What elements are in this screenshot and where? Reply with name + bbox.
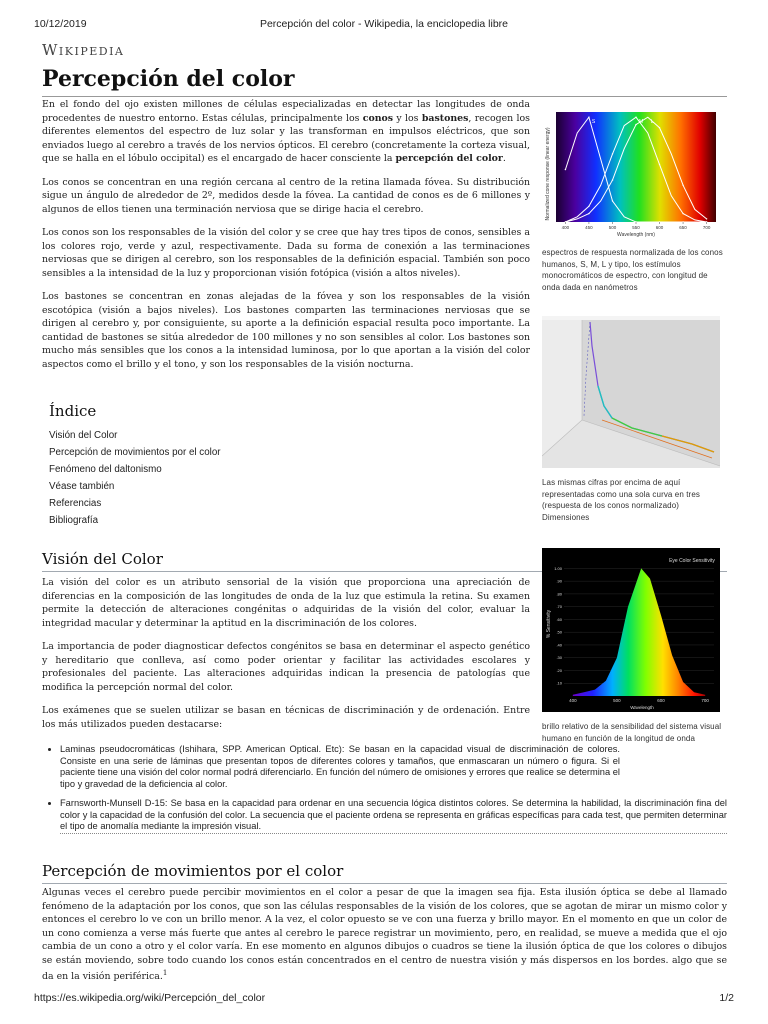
- link-bastones[interactable]: bastones: [421, 112, 469, 124]
- fig1-ylabel: Normalized cone response (linear energy): [545, 127, 551, 221]
- intro-paragraph-3: Los conos son los responsables de la visión del color y se cree que hay tres tipos de conos, sensibles a los colores rojo, verde y azul, respectivamente. Dada su forma de conexión a las terminaciones nerviosas que se dirigen al cerebro, son los responsables de la definición espacial. También son poco sensibles a la intensidad de la luz y proporcionan visión fotópica (visión a altos niveles).: [42, 227, 530, 279]
- tick-label: 600: [657, 698, 665, 703]
- toc-item[interactable]: Referencias: [49, 498, 102, 509]
- tick-label: .50: [556, 629, 562, 635]
- tick-label: 450: [585, 225, 593, 230]
- data-point: [588, 117, 589, 118]
- link-conos[interactable]: conos: [362, 112, 394, 124]
- intro-section: [42, 98, 530, 381]
- tick-label: 1.00: [554, 565, 562, 571]
- section1-paragraph-1: La visión del color es un atributo sensorial de la visión que proporciona una apreciación de diferencias en la composición de las longitudes de onda de la luz que estimula la retina. Su examen permite la detección de alteraciones congénitas o adquiridas de la visión del color, evaluar la integridad macular y determinar la aptitud en la discriminación de los colores.: [42, 577, 530, 629]
- data-point: [588, 206, 589, 207]
- figure-caption: brillo relativo de la sensibilidad del sistema visual humano en función de la longitud de onda: [542, 722, 722, 743]
- print-title: Percepción del color - Wikipedia, la enciclopedia libre: [259, 18, 509, 30]
- curve-label: M: [639, 119, 644, 126]
- tick-label: 700: [701, 698, 709, 703]
- tick-label: 600: [655, 225, 664, 230]
- cone-response-chart[interactable]: [542, 104, 720, 238]
- section2-paragraph-1: [42, 886, 727, 984]
- intro-paragraph-4: Los bastones se concentran en zonas alejadas de la fóvea y son los responsables de la visión escotópica (visión a bajos niveles). Los bastones comparten las terminaciones nerviosas que se dirigen al cerebro y, por consiguiente, su aporte a la definición espacial resulta poco importante. La cantidad de bastones se sitúa alrededor de 100 millones y no son sensibles al color. Los bastones son mucho más sensibles que los conos a la intensidad luminosa, por lo que aportan a la visión del color aspectos como el brillo y el tono, y son los responsables de la visión nocturna.: [42, 291, 530, 370]
- tick-label: 400: [561, 225, 570, 230]
- section1-paragraph-2: La importancia de poder diagnosticar defectos congénitos se basa en determinar el aspecto genético y hereditario que conlleva, así como poder orientar y facilitar las actividades escolares y profesionales del paciente. Las alteraciones adquiridas indican la presencia de patologías que modifica la percepción normal del color.: [42, 641, 530, 693]
- page-title: Percepción del color: [42, 66, 727, 97]
- toc-item[interactable]: Fenómeno del daltonismo: [49, 464, 162, 475]
- toc-item[interactable]: Visión del Color: [49, 430, 118, 441]
- toc-title: Índice: [49, 402, 97, 420]
- data-point: [659, 127, 660, 128]
- section-heading-vision-color: Visión del Color: [42, 550, 727, 572]
- toc-item[interactable]: Véase también: [49, 481, 115, 492]
- figure-cone-response: [542, 104, 727, 293]
- tick-label: .90: [556, 578, 562, 584]
- data-point: [588, 213, 589, 214]
- tick-label: .60: [556, 616, 562, 622]
- intro-text: En el fondo del ojo existen millones de células especializadas en detectar las longitudes de onda procedentes de nuestro entorno. Estas células, principalmente los: [42, 99, 530, 124]
- toc-item[interactable]: Bibliografía: [49, 515, 99, 526]
- figure-3d-response: [542, 316, 727, 523]
- intro-text: .: [502, 153, 506, 164]
- exam-list: [42, 744, 727, 842]
- data-point: [706, 218, 707, 219]
- fig3-ylabel: % Sensitivity: [546, 609, 552, 639]
- tick-label: 400: [569, 698, 577, 703]
- bold-percepcion: percepción del color: [395, 153, 503, 164]
- data-point: [612, 153, 613, 154]
- tick-label: 700: [702, 225, 711, 230]
- figure-caption: espectros de respuesta normalizada de los conos humanos, S, M, L y tipo, los estímulos monocromáticos de espectro, con longitud de onda dada en nanómetros: [542, 248, 723, 292]
- table-of-contents: [42, 402, 530, 531]
- data-point: [682, 185, 683, 186]
- list-item-laminas: • Laminas pseudocromáticas (Ishihara, SPP. American Optical. Etc): Se basan en la capacidad visual de discriminación de colores. Consiste en una serie de láminas que presentan topos de diferentes colores y tamaños, que enmascaran un número o figura. Si el paciente tiene una visión del color normal podrá diferenciarlo. En función del número de omisiones y errores que realice se determina el tipo y gravedad de la deficiencia al color.: [60, 744, 620, 790]
- reference-link[interactable]: 1: [162, 969, 168, 977]
- section-movimientos-text: [42, 886, 727, 994]
- print-header: [34, 18, 734, 32]
- tick-label: 650: [679, 225, 687, 230]
- data-point: [565, 169, 566, 170]
- print-footer: [34, 992, 734, 1006]
- tick-label: .80: [556, 591, 562, 597]
- intro-paragraph-1: [42, 98, 530, 166]
- figure-eye-sensitivity: [542, 548, 727, 744]
- tick-label: .70: [556, 604, 562, 610]
- fig1-xlabel: Wavelength (nm): [617, 232, 655, 238]
- fig3-title: Eye Color Sensitivity: [669, 558, 715, 564]
- section-heading-movimientos: Percepción de movimientos por el color: [42, 862, 727, 884]
- data-point: [659, 164, 660, 165]
- data-point: [612, 179, 613, 180]
- print-date: 10/12/2019: [34, 18, 87, 30]
- fig3-xlabel: Wavelength: [630, 705, 654, 710]
- tick-label: 500: [608, 225, 617, 230]
- data-point: [635, 117, 636, 118]
- tick-label: 550: [632, 225, 640, 230]
- tick-label: 500: [613, 698, 621, 703]
- tick-label: .20: [556, 667, 562, 673]
- logo-text: Wikipedia: [42, 41, 125, 59]
- section-vision-color-text: [42, 576, 530, 741]
- wikipedia-logo[interactable]: [42, 41, 124, 59]
- section1-paragraph-3: Los exámenes que se suelen utilizar se basan en técnicas de discriminación y de ordenación. Entre los más utilizados pueden destacarse:: [42, 705, 530, 730]
- intro-text: , recogen los diferentes elementos del espectro de luz solar y las transforman en impulsos eléctricos, que son enviados luego al cerebro a través de los nervios ópticos. El cerebro (concretamente la corteza visual, que se halla en el lóbulo occipital) es el encargado de hacer consciente la: [42, 112, 530, 164]
- curve-label: S: [591, 119, 596, 126]
- data-point: [635, 124, 636, 125]
- print-url[interactable]: https://es.wikipedia.org/wiki/Percepción_del_color: [34, 992, 266, 1004]
- figure-caption: Las mismas cifras por encima de aquí representadas como una sola curva en tres (respuesta de los conos normalizado) Dimensiones: [542, 478, 700, 522]
- cone-3d-chart[interactable]: [542, 316, 720, 468]
- section2-text: Algunas veces el cerebro puede percibir movimientos en el color a pesar de que la imagen sea fija. Esta ilusión óptica se debe al llamado fenómeno de la adaptación por los conos, que son las células responsables de la visión de los colores, que se agotan de mirar un mismo color y entonces el cerebro lo ve con un brillo menor. A la vez, el color opuesto se ve con una fuerza y brillo mayor. En el momento en que un color de un cono comienza a verse más fuerte que antes al cerebro le parece registrar un movimiento, pero, en realidad, se mueve a medida que el ojo cambia de un cono a otro y el color varía. En ese momento en algunos dibujos o cuadros se tiene la ilusión óptica de que los colores o dibujos se están moviendo, sobre todo cuando los conos están concentrados en el centro de nuestra visión y más dispersos en los bordes. algo que se da en la visión periférica.: [42, 887, 727, 983]
- tick-label: .30: [556, 655, 562, 661]
- data-point: [682, 213, 683, 214]
- data-point: [612, 200, 613, 201]
- print-page-number: 1/2: [719, 992, 734, 1004]
- tick-label: .10: [556, 680, 562, 686]
- intro-paragraph-2: Los conos se concentran en una región cercana al centro de la retina llamada fóvea. Su distribución sigue un ángulo de alrededor de 2º, medidos desde la fóvea. La cantidad de conos es de 6 millones y algunos de ellos tienen una terminación nerviosa que se dirige hacia el cerebro.: [42, 176, 530, 215]
- list-item-farnsworth: • Farnsworth-Munsell D-15: Se basa en la capacidad para ordenar en una secuencia lógica distintos colores. Se determina la habilidad, la discriminación fina del color y la capacidad de la confusión del color. La secuencia que el paciente ordena se representa en gráficas específicas para cada test, que permiten determinar el tipo de anomalía mediante la impresión visual.: [60, 798, 727, 834]
- curve-label: L: [650, 119, 654, 126]
- toc-list: [49, 429, 530, 531]
- tick-label: .40: [556, 642, 562, 648]
- intro-text: y los: [393, 112, 422, 124]
- toc-item[interactable]: Percepción de movimientos por el color: [49, 447, 221, 458]
- eye-sensitivity-chart[interactable]: [542, 548, 720, 712]
